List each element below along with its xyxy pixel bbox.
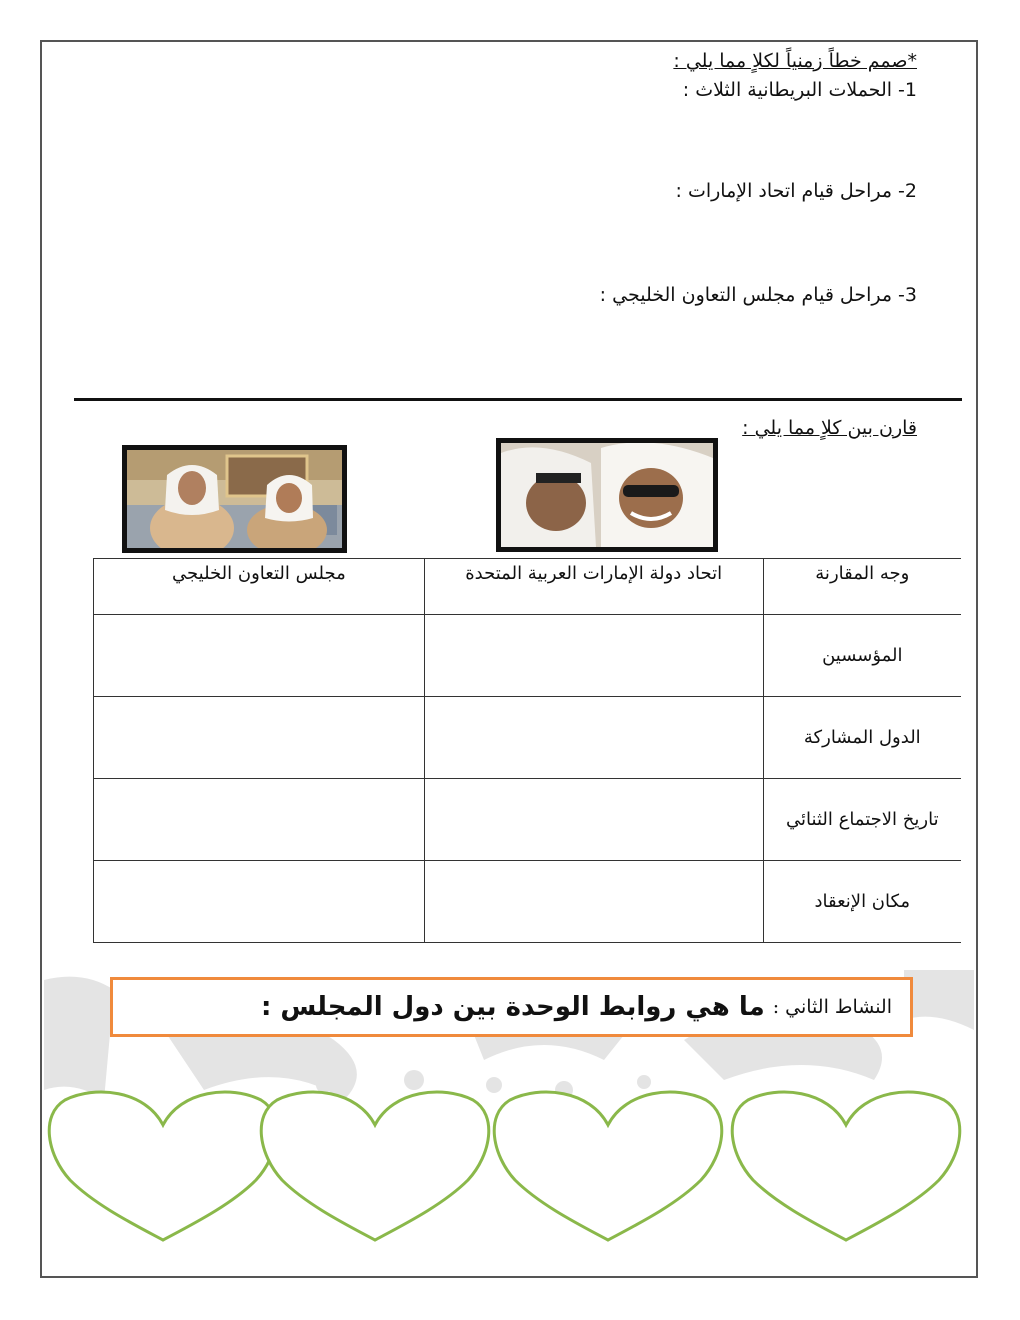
- answer-cell[interactable]: [424, 861, 763, 943]
- activity-question: ما هي روابط الوحدة بين دول المجلس :: [260, 992, 765, 1022]
- heart-shape-3[interactable]: [494, 1092, 722, 1240]
- comparison-table: [93, 558, 961, 943]
- header-gcc: مجلس التعاون الخليجي: [94, 559, 425, 615]
- photo-uae-leaders-image: [501, 443, 713, 547]
- answer-cell[interactable]: [424, 615, 763, 697]
- activity-label: النشاط الثاني :: [772, 996, 892, 1018]
- header-aspect: وجه المقارنة: [763, 559, 961, 615]
- table-row: [94, 861, 962, 943]
- heart-shape-4[interactable]: [732, 1092, 960, 1240]
- section-divider: [74, 398, 962, 401]
- question-3: 3- مراحل قيام مجلس التعاون الخليجي :: [599, 284, 917, 306]
- table-header-row: [94, 559, 962, 615]
- photo-uae-leaders: [496, 438, 718, 552]
- answer-cell[interactable]: [424, 779, 763, 861]
- answer-cell[interactable]: [94, 779, 425, 861]
- answer-hearts: [40, 1085, 970, 1250]
- answer-cell[interactable]: [94, 697, 425, 779]
- photo-gcc-leaders: [122, 445, 347, 553]
- answer-cell[interactable]: [94, 615, 425, 697]
- answer-cell[interactable]: [94, 861, 425, 943]
- heart-shape-2[interactable]: [261, 1092, 489, 1240]
- row-label-venue: مكان الإنعقاد: [763, 861, 961, 943]
- question-1: 1- الحملات البريطانية الثلاث :: [682, 79, 917, 101]
- row-label-founders: المؤسسين: [763, 615, 961, 697]
- activity-banner: [110, 977, 913, 1037]
- header-uae: اتحاد دولة الإمارات العربية المتحدة: [424, 559, 763, 615]
- question-2: 2- مراحل قيام اتحاد الإمارات :: [675, 180, 917, 202]
- answer-cell[interactable]: [424, 697, 763, 779]
- row-label-members: الدول المشاركة: [763, 697, 961, 779]
- table-row: [94, 697, 962, 779]
- table-row: [94, 615, 962, 697]
- section2-title: قارن بين كلاٍ مما يلي :: [742, 417, 917, 439]
- photo-gcc-leaders-image: [127, 450, 342, 548]
- section1-title: *صمم خطاً زمنياً لكلاٍ مما يلي :: [673, 50, 917, 72]
- heart-shape-1[interactable]: [49, 1092, 277, 1240]
- row-label-meeting-date: تاريخ الاجتماع الثنائي: [763, 779, 961, 861]
- table-row: [94, 779, 962, 861]
